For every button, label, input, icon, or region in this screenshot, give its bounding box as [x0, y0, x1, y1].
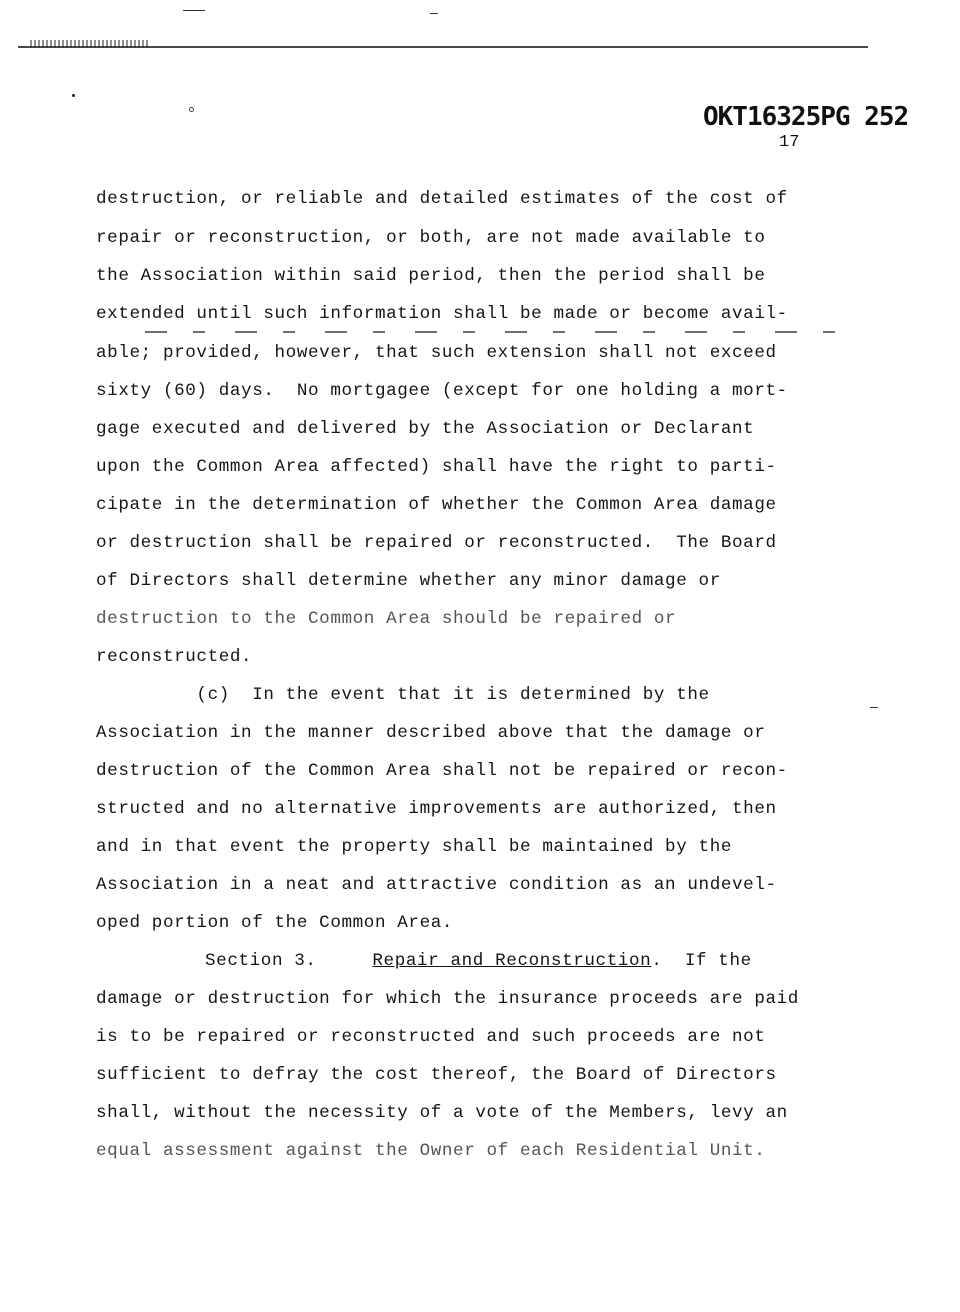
- scan-tick: [183, 10, 205, 11]
- section-heading-tail: . If the: [651, 951, 752, 971]
- body-line: destruction of the Common Area shall not be repaired or recon-: [96, 761, 788, 781]
- body-line: is to be repaired or reconstructed and such proceeds are not: [96, 1027, 766, 1047]
- body-line: structed and no alternative improvements are authorized, then: [96, 799, 777, 819]
- page-number: 17: [779, 133, 800, 152]
- body-line: gage executed and delivered by the Association or Declarant: [96, 419, 755, 439]
- scan-dot: [72, 94, 75, 97]
- section-title: Repair and Reconstruction: [372, 951, 652, 971]
- body-line: (c) In the event that it is determined by the: [96, 685, 710, 705]
- body-line: damage or destruction for which the insurance proceeds are paid: [96, 989, 799, 1009]
- body-line: cipate in the determination of whether the Common Area damage: [96, 495, 777, 515]
- body-line: reconstructed.: [96, 647, 253, 667]
- body-line: destruction, or reliable and detailed estimates of the cost of: [96, 189, 788, 209]
- body-line: sufficient to defray the cost thereof, the Board of Directors: [96, 1065, 777, 1085]
- body-line: repair or reconstruction, or both, are not made available to: [96, 228, 766, 248]
- body-line: Association in a neat and attractive condition as an undevel-: [96, 875, 777, 895]
- body-line: or destruction shall be repaired or reconstructed. The Board: [96, 533, 777, 553]
- body-line: destruction to the Common Area should be repaired or: [96, 609, 677, 629]
- body-line: the Association within said period, then the period shall be: [96, 266, 766, 286]
- body-line: of Directors shall determine whether any minor damage or: [96, 571, 721, 591]
- body-line: upon the Common Area affected) shall have the right to parti-: [96, 457, 777, 477]
- section-label: Section 3.: [205, 951, 317, 971]
- body-line: Association in the manner described above that the damage or: [96, 723, 766, 743]
- body-line: sixty (60) days. No mortgagee (except for one holding a mort-: [96, 381, 788, 401]
- scan-tick: [870, 707, 878, 708]
- document-stamp: OKT16325PG 252: [703, 102, 909, 132]
- body-line: able; provided, however, that such extension shall not exceed: [96, 343, 777, 363]
- body-line: equal assessment against the Owner of each Residential Unit.: [96, 1141, 766, 1161]
- scan-dash-row: [145, 331, 850, 333]
- body-line: extended until such information shall be made or become avail-: [96, 304, 788, 324]
- section-heading-line: [205, 950, 752, 972]
- body-line: shall, without the necessity of a vote of the Members, levy an: [96, 1103, 788, 1123]
- scan-tick: [430, 13, 438, 14]
- scan-ring: [189, 107, 194, 112]
- body-line: oped portion of the Common Area.: [96, 913, 454, 933]
- scan-rule-line: [18, 46, 868, 48]
- body-line: and in that event the property shall be maintained by the: [96, 837, 733, 857]
